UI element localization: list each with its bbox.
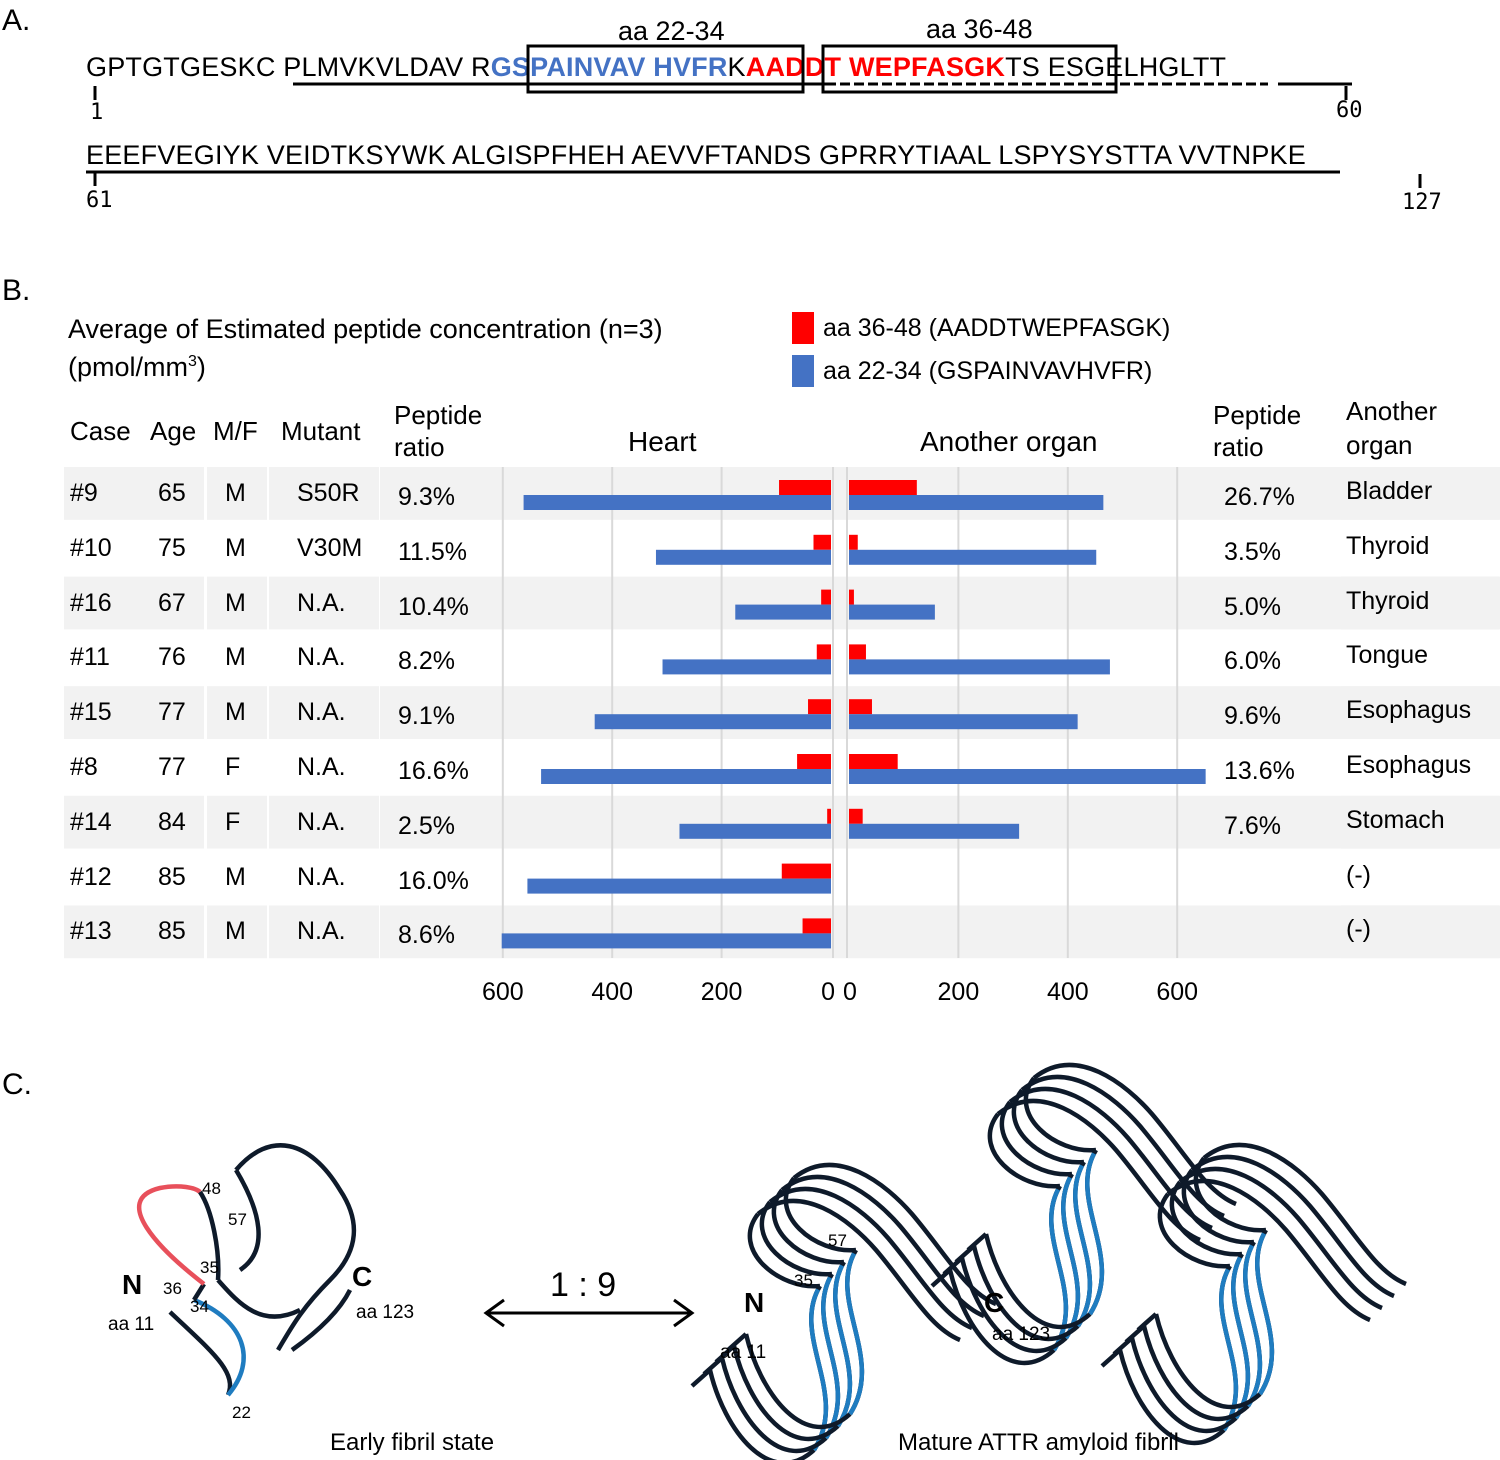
cell-organ: Stomach xyxy=(1346,805,1445,834)
seq-peptide-36-48: AADDT WEPFASGK xyxy=(745,52,1006,82)
tick-heart-0: 0 xyxy=(821,978,835,1006)
cell-age: 84 xyxy=(158,807,186,836)
cell-organ-ratio: 5.0% xyxy=(1224,592,1281,621)
early-strand-loop xyxy=(218,1280,300,1317)
mature-aa11-label: aa 11 xyxy=(720,1342,767,1363)
mature-n-label: N xyxy=(744,1287,765,1318)
early-residue-36: 36 xyxy=(163,1279,182,1298)
cell-mf: M xyxy=(225,479,246,507)
cell-heart-ratio: 9.1% xyxy=(398,702,455,731)
tick-heart-200: 200 xyxy=(700,978,743,1006)
cell-heart-ratio: 16.0% xyxy=(398,866,469,895)
mature-aa123-label: aa 123 xyxy=(992,1324,1051,1345)
cell-case: #9 xyxy=(70,479,98,507)
panel-a-label: A. xyxy=(2,4,31,37)
cell-mf: F xyxy=(225,753,241,781)
cell-organ: Thyroid xyxy=(1346,531,1430,560)
cell-case: #8 xyxy=(70,753,98,781)
cell-age: 75 xyxy=(158,533,186,562)
early-n-label: N xyxy=(122,1269,143,1300)
seq-segment-1: GPTGTGESKC xyxy=(86,52,276,82)
mature-residue-35: 35 xyxy=(794,1271,813,1290)
header-organ-1: Another xyxy=(1346,396,1438,426)
cell-organ-ratio: 13.6% xyxy=(1224,757,1295,785)
residue-number-127: 127 xyxy=(1402,190,1442,215)
cell-organ-ratio: 26.7% xyxy=(1224,483,1295,511)
mature-fibril-stack-1 xyxy=(692,1165,996,1460)
cell-age: 65 xyxy=(158,479,186,507)
seq-segment-2: PLMVKVLDAV xyxy=(283,52,464,82)
cell-mutant: S50R xyxy=(297,479,360,507)
cell-age: 67 xyxy=(158,588,186,617)
tick-organ-400: 400 xyxy=(1046,978,1089,1006)
cell-case: #13 xyxy=(70,917,112,946)
cell-mutant: N.A. xyxy=(297,698,346,727)
early-c-label: C xyxy=(352,1261,373,1292)
cell-age: 85 xyxy=(158,917,186,946)
tick-organ-0: 0 xyxy=(843,978,857,1006)
cell-case: #10 xyxy=(70,533,112,562)
cell-mutant: N.A. xyxy=(297,588,346,617)
cell-heart-ratio: 9.3% xyxy=(398,483,455,511)
tick-organ-200: 200 xyxy=(937,978,980,1006)
mature-caption: Mature ATTR amyloid fibril xyxy=(898,1429,1179,1456)
cell-mf: M xyxy=(225,698,246,727)
tick-heart-600: 600 xyxy=(481,978,524,1006)
seq-segment-6: ESGELHGLTT xyxy=(1047,52,1227,82)
early-residue-48: 48 xyxy=(202,1179,221,1198)
cell-organ: Bladder xyxy=(1346,477,1433,505)
cell-organ-ratio: 9.6% xyxy=(1224,702,1281,731)
cell-organ-ratio: 3.5% xyxy=(1224,537,1281,566)
cell-organ: Esophagus xyxy=(1346,696,1472,725)
cell-mf: M xyxy=(225,533,246,562)
header-ratio-left-2: ratio xyxy=(394,432,445,462)
early-residue-22: 22 xyxy=(232,1403,251,1422)
cell-organ: Esophagus xyxy=(1346,751,1472,779)
cell-mf: M xyxy=(225,862,246,891)
chart-title-line-1: Average of Estimated peptide concentration (n=3) xyxy=(68,314,663,344)
cell-organ: Tongue xyxy=(1346,641,1429,670)
cell-age: 77 xyxy=(158,698,186,727)
header-age: Age xyxy=(150,416,197,446)
cell-organ-ratio: 6.0% xyxy=(1224,647,1281,676)
cell-mutant: N.A. xyxy=(297,862,346,891)
early-strand-n-term xyxy=(170,1312,230,1395)
mature-c-label: C xyxy=(984,1287,1005,1318)
box-red-label: aa 36-48 xyxy=(926,14,1033,44)
cell-mutant: N.A. xyxy=(297,643,346,672)
ratio-label: 1 : 9 xyxy=(550,1266,617,1304)
header-another-organ: Another organ xyxy=(920,426,1098,457)
cell-mutant: N.A. xyxy=(297,807,346,836)
tick-organ-600: 600 xyxy=(1156,978,1199,1006)
cell-organ: Thyroid xyxy=(1346,586,1430,615)
cell-heart-ratio: 11.5% xyxy=(398,537,468,566)
header-case: Case xyxy=(70,416,131,446)
cell-mf: M xyxy=(225,588,246,617)
cell-organ-ratio: 7.6% xyxy=(1224,811,1281,840)
cell-case: #15 xyxy=(70,698,112,727)
cell-age: 85 xyxy=(158,862,186,891)
cell-case: #14 xyxy=(70,807,112,836)
seq-segment-5: TS xyxy=(1005,52,1040,82)
early-strand-36-48 xyxy=(139,1186,204,1284)
cell-mf: M xyxy=(225,643,246,672)
fibril-diagram xyxy=(0,1040,1500,1460)
legend-label-blue: aa 22-34 (GSPAINVAVHVFR) xyxy=(823,357,1153,385)
mature-residue-57: 57 xyxy=(828,1231,847,1250)
chart-title-close: ) xyxy=(196,352,206,382)
cell-mutant: V30M xyxy=(297,533,363,562)
early-residue-34: 34 xyxy=(190,1297,209,1316)
chart-title-unit: (pmol/mm xyxy=(68,352,188,382)
early-residue-57: 57 xyxy=(228,1210,247,1229)
cell-heart-ratio: 10.4% xyxy=(398,592,469,621)
panel-c-label: C. xyxy=(2,1068,32,1101)
cell-organ: (-) xyxy=(1346,860,1371,889)
cell-heart-ratio: 2.5% xyxy=(398,811,455,840)
header-ratio-right-2: ratio xyxy=(1213,432,1264,462)
cell-heart-ratio: 8.6% xyxy=(398,921,455,950)
cell-mf: M xyxy=(225,917,246,946)
box-blue-label: aa 22-34 xyxy=(618,16,725,46)
residue-number-60: 60 xyxy=(1336,98,1363,123)
chart-title-sup: 3 xyxy=(188,353,197,370)
early-strand-c-domain xyxy=(236,1145,354,1350)
early-fibril-monomer xyxy=(139,1145,354,1395)
cell-case: #16 xyxy=(70,588,112,617)
cell-mutant: N.A. xyxy=(297,917,346,946)
sequence-line-2: EEEFVEGIYK VEIDTKSYWK ALGISPFHEH AEVVFTANDS GPRRYTIAAL LSPYSYSTTA VVTNPKE xyxy=(86,140,1306,170)
cell-heart-ratio: 16.6% xyxy=(398,757,469,785)
cell-case: #12 xyxy=(70,862,112,891)
seq-peptide-22-34: GSPAINVAV HVFR xyxy=(490,52,728,82)
residue-number-1: 1 xyxy=(90,100,104,125)
early-strand-c-term xyxy=(292,1290,350,1350)
residue-number-61: 61 xyxy=(86,188,113,213)
early-aa11-label: aa 11 xyxy=(108,1314,155,1335)
early-residue-35: 35 xyxy=(200,1258,219,1277)
cell-organ: (-) xyxy=(1346,915,1371,944)
header-ratio-right-1: Peptide xyxy=(1213,400,1302,430)
seq-segment-3b: K xyxy=(727,52,746,82)
panel-b-label: B. xyxy=(2,274,31,307)
tick-heart-400: 400 xyxy=(591,978,634,1006)
early-aa123-label: aa 123 xyxy=(356,1302,415,1323)
seq-segment-3a: R xyxy=(471,52,491,82)
cell-age: 76 xyxy=(158,643,186,672)
header-mf: M/F xyxy=(213,416,258,446)
legend-label-red: aa 36-48 (AADDTWEPFASGK) xyxy=(823,314,1171,342)
header-organ-2: organ xyxy=(1346,430,1413,460)
early-caption: Early fibril state xyxy=(330,1429,495,1456)
header-ratio-left-1: Peptide xyxy=(394,400,483,430)
cell-heart-ratio: 8.2% xyxy=(398,647,455,676)
cell-mutant: N.A. xyxy=(297,753,346,781)
cell-age: 77 xyxy=(158,753,186,781)
header-heart: Heart xyxy=(628,426,697,457)
cell-mf: F xyxy=(225,807,241,836)
header-mutant: Mutant xyxy=(281,416,361,446)
cell-case: #11 xyxy=(70,643,110,672)
